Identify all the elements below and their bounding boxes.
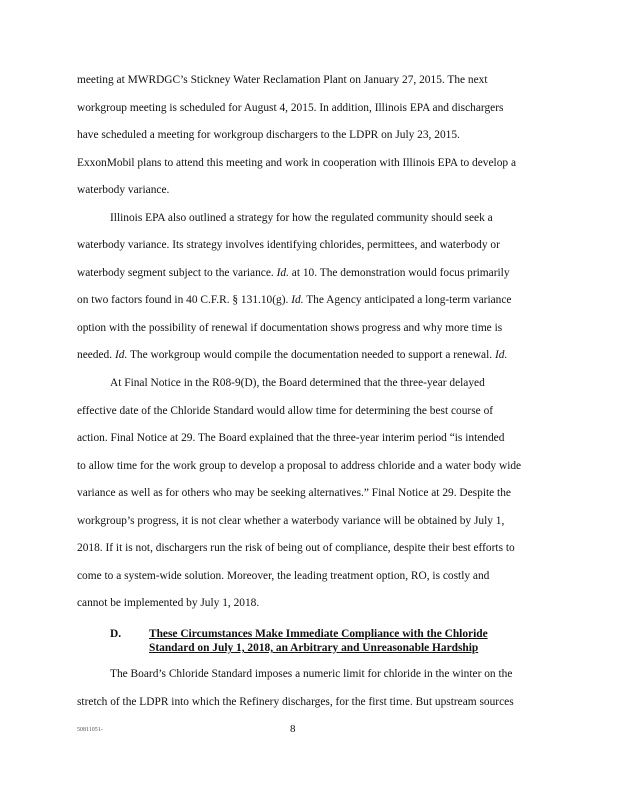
text-run: action. Final Notice at 29. The Board explained that the three-year interim period “is intended <box>77 432 505 444</box>
text-line <box>77 460 521 472</box>
text-line <box>77 129 460 141</box>
page-number: 8 <box>290 723 296 735</box>
text-run: option with the possibility of renewal if documentation shows progress and why more time is <box>77 322 503 334</box>
text-run: At Final Notice in the R08-9(D), the Board determined that the three-year delayed <box>110 377 485 389</box>
text-line <box>77 239 500 251</box>
text-run: to allow time for the work group to develop a proposal to address chloride and a water body wide <box>77 460 522 472</box>
text-line <box>77 322 502 334</box>
text-run: meeting at MWRDGC’s Stickney Water Reclamation Plant on January 27, 2015. The next <box>77 74 488 86</box>
text-line <box>77 542 515 554</box>
text-run: waterbody variance. Its strategy involves identifying chlorides, permittees, and waterbody or <box>77 239 500 251</box>
text-run: 2018. If it is not, dischargers run the risk of being out of compliance, despite their best efforts to <box>77 542 515 554</box>
text-run: come to a system-wide solution. Moreover, the leading treatment option, RO, is costly and <box>77 570 490 582</box>
text-run: The Agency anticipated a long-term variance <box>303 294 512 306</box>
text-run: workgroup meeting is scheduled for August 4, 2015. In addition, Illinois EPA and dischargers <box>77 102 504 114</box>
text-run: workgroup’s progress, it is not clear whether a waterbody variance will be obtained by July 1, <box>77 515 505 527</box>
text-run: effective date of the Chloride Standard would allow time for determining the best course of <box>77 405 494 417</box>
text-line <box>77 349 507 361</box>
citation-id: Id. <box>291 294 304 306</box>
section-heading-line-1: These Circumstances Make Immediate Compliance with the Chloride <box>149 628 488 640</box>
text-line <box>77 515 504 527</box>
section-heading-line-2: Standard on July 1, 2018, an Arbitrary and Unreasonable Hardship <box>149 642 479 654</box>
text-line <box>77 432 504 444</box>
text-line <box>77 696 514 708</box>
text-run: on two factors found in 40 C.F.R. § 131.10(g). <box>77 294 292 306</box>
text-run: The Board’s Chloride Standard imposes a numeric limit for chloride in the winter on the <box>110 668 513 680</box>
section-letter: D. <box>110 628 122 640</box>
text-line <box>77 102 503 114</box>
citation-id: Id. <box>494 349 508 361</box>
text-run: needed. <box>77 349 115 361</box>
text-run: stretch of the LDPR into which the Refinery discharges, for the first time. But upstream sources <box>77 696 514 708</box>
footer-doc-id: 50811051- <box>77 727 103 733</box>
text-line <box>77 74 488 86</box>
citation-id: Id. <box>114 349 128 361</box>
text-run: at 10. The demonstration would focus primarily <box>288 267 510 279</box>
text-run: Illinois EPA also outlined a strategy for how the regulated community should seek a <box>110 212 493 224</box>
text-line <box>77 597 259 609</box>
text-line <box>77 267 510 279</box>
text-line <box>110 668 512 680</box>
text-line <box>77 294 511 306</box>
text-run: ExxonMobil plans to attend this meeting and work in cooperation with Illinois EPA to develop a <box>77 157 517 169</box>
text-line <box>77 157 516 169</box>
text-line <box>110 377 485 389</box>
text-line <box>77 570 489 582</box>
text-run: have scheduled a meeting for workgroup dischargers to the LDPR on July 23, 2015. <box>77 129 460 141</box>
text-run: variance as well as for others who may be seeking alternatives.” Final Notice at 29. Despite the <box>77 487 511 499</box>
text-run: The workgroup would compile the documentation needed to support a renewal. <box>127 349 495 361</box>
text-line <box>77 405 493 417</box>
text-line <box>77 184 169 196</box>
text-run: waterbody segment subject to the variance. <box>77 267 277 279</box>
citation-id: Id. <box>276 267 289 279</box>
text-run: waterbody variance. <box>77 184 170 196</box>
text-run: cannot be implemented by July 1, 2018. <box>77 597 260 609</box>
text-line <box>110 212 493 224</box>
text-line <box>77 487 511 499</box>
